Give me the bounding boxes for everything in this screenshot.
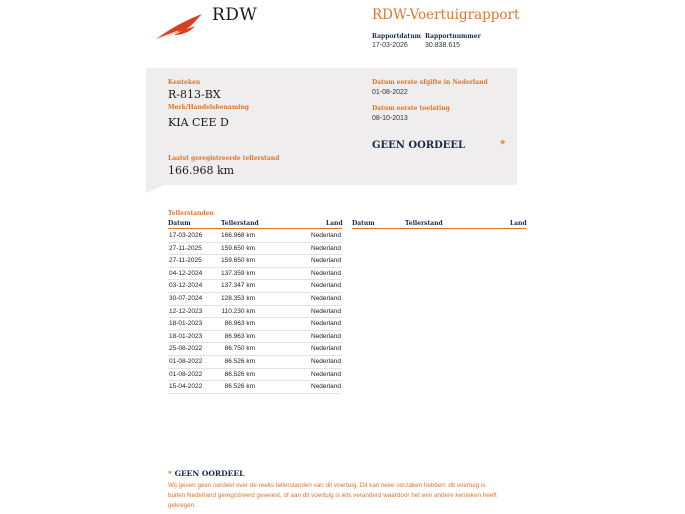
col-km-header: Tellerstand — [221, 220, 259, 227]
table-row — [168, 343, 342, 356]
row-land: Nederland — [311, 269, 341, 277]
report-date: 17-03-2026 — [372, 42, 408, 49]
table-row — [168, 243, 342, 256]
row-km: 86.526 km — [224, 370, 255, 378]
row-land: Nederland — [311, 357, 341, 365]
row-km: 137.359 km — [221, 269, 255, 277]
odometer-value: 166.968 km — [168, 164, 235, 177]
row-land: Nederland — [311, 294, 341, 302]
col-date-header: Datum — [168, 220, 191, 227]
row-km: 166.968 km — [221, 232, 255, 239]
row-km: 86.750 km — [224, 345, 255, 353]
table-row — [168, 268, 342, 281]
readings-table — [168, 230, 342, 394]
verdict-asterisk: * — [500, 136, 506, 152]
table-row — [168, 293, 342, 306]
first-nl-label: Datum eerste afgifte in Nederland — [372, 79, 488, 86]
table-row — [168, 318, 342, 331]
row-km: 128.353 km — [221, 294, 255, 302]
row-km: 159.650 km — [221, 257, 255, 265]
odometer-label: Laatst geregistreerde tellerstand — [168, 155, 280, 162]
first-admission-value: 08-10-2013 — [372, 115, 408, 122]
rdw-logo-icon — [152, 12, 204, 42]
row-date: 03-12-2024 — [169, 282, 203, 290]
brand-name: RDW — [212, 5, 258, 25]
table-row — [168, 369, 342, 382]
plate-value: R-813-BX — [168, 88, 221, 101]
table-row — [168, 230, 342, 243]
row-date: 12-12-2023 — [169, 307, 203, 315]
row-date: 04-12-2024 — [169, 269, 203, 277]
make-label: Merk/Handelsbenaming — [168, 104, 250, 111]
row-land: Nederland — [311, 320, 341, 328]
row-date: 27-11-2025 — [169, 257, 202, 265]
first-nl-value: 01-08-2022 — [372, 89, 408, 96]
row-km: 86.963 km — [224, 320, 255, 328]
table-row — [168, 356, 342, 369]
row-km: 86.526 km — [224, 383, 255, 391]
row-date: 15-04-2022 — [169, 383, 203, 391]
row-date: 01-08-2022 — [169, 357, 203, 365]
row-date: 18-01-2023 — [169, 320, 203, 328]
table-row — [168, 255, 342, 268]
plate-label: Kenteken — [168, 79, 201, 86]
readings-title: Tellerstanden — [168, 210, 214, 217]
header-rule-left — [168, 228, 342, 229]
footnote-text: Wij geven geen oordeel over de reeks tellerstanden van dit voertuig. Dit kan twee oorzaken hebben: dit voertuig is buiten Nederland geregistreerd geweest, of aan dit voertuig is iets veranderd waardoor het een andere kenteken heeft gekregen. — [168, 482, 497, 509]
row-land: Nederland — [311, 332, 341, 340]
row-land: Nederland — [311, 232, 341, 239]
col-land-header-2: Land — [510, 220, 527, 227]
row-km: 159.650 km — [221, 244, 255, 252]
col-date-header-2: Datum — [352, 220, 375, 227]
table-row — [168, 306, 342, 319]
row-km: 86.963 km — [224, 332, 255, 340]
row-land: Nederland — [311, 383, 341, 391]
report-date-label: Rapportdatum — [372, 33, 421, 40]
report-title: RDW-Voertuigrapport — [372, 7, 520, 23]
col-km-header-2: Tellerstand — [405, 220, 443, 227]
row-land: Nederland — [311, 244, 341, 252]
footnote-asterisk: * — [168, 469, 172, 478]
col-land-header: Land — [326, 220, 343, 227]
table-row — [168, 280, 342, 293]
row-date: 18-01-2023 — [169, 332, 203, 340]
table-row — [168, 331, 342, 344]
row-date: 25-08-2022 — [169, 345, 203, 353]
report-number: 30.838.615 — [425, 42, 461, 49]
row-km: 137.347 km — [221, 282, 255, 290]
make-value: KIA CEE D — [168, 116, 229, 129]
table-row — [168, 381, 342, 394]
row-date: 30-07-2024 — [169, 294, 203, 302]
row-km: 86.526 km — [224, 357, 255, 365]
panel-notch — [146, 185, 164, 193]
row-land: Nederland — [311, 257, 341, 265]
footnote-title — [168, 469, 244, 478]
verdict: GEEN OORDEEL — [372, 140, 466, 151]
row-land: Nederland — [311, 282, 341, 290]
row-date: 17-03-2026 — [169, 232, 203, 239]
row-land: Nederland — [311, 370, 341, 378]
row-km: 110.230 km — [221, 307, 255, 315]
row-date: 27-11-2025 — [169, 244, 202, 252]
header-rule-right — [352, 228, 526, 229]
report-number-label: Rapportnummer — [425, 33, 481, 40]
row-land: Nederland — [311, 345, 341, 353]
row-date: 01-08-2022 — [169, 370, 203, 378]
first-admission-label: Datum eerste toelating — [372, 105, 450, 112]
row-land: Nederland — [311, 307, 341, 315]
footnote-title-text: GEEN OORDEEL — [174, 469, 245, 478]
